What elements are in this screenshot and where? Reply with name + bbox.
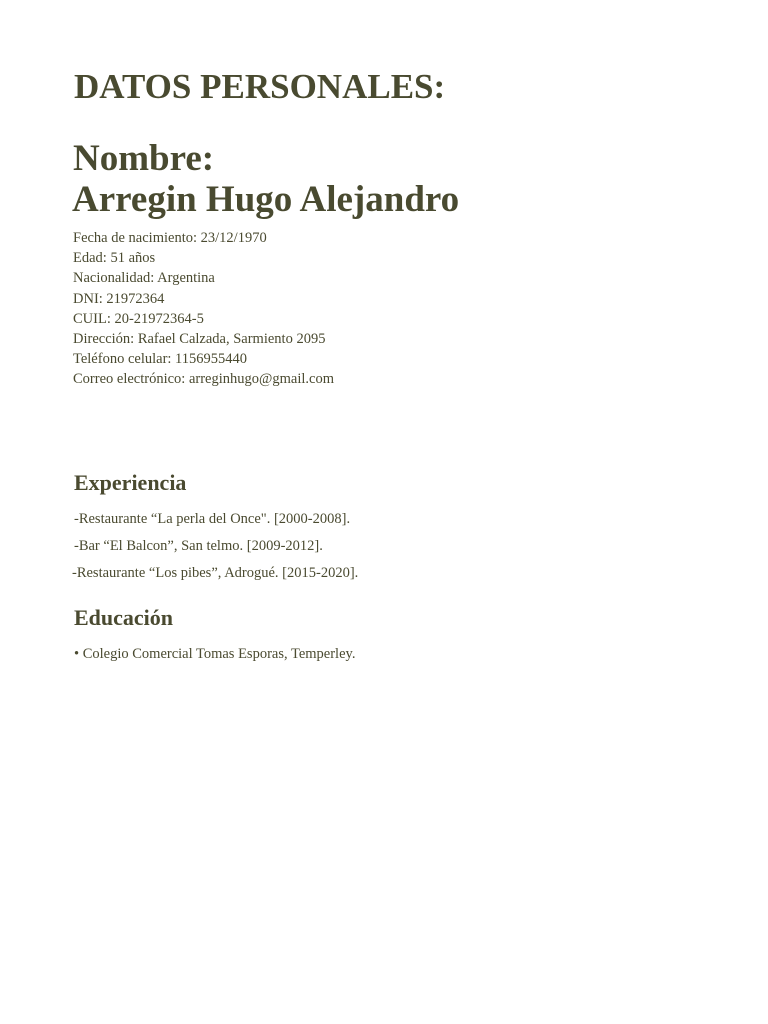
- page-title: DATOS PERSONALES:: [74, 67, 446, 106]
- cuil: CUIL: 20-21972364-5: [73, 310, 204, 327]
- experience-item: -Restaurante “La perla del Once". [2000-2008].: [74, 511, 351, 527]
- dni: DNI: 21972364: [73, 290, 165, 307]
- name-value: Arregin Hugo Alejandro: [72, 179, 460, 220]
- education-item: • Colegio Comercial Tomas Esporas, Temperley.: [74, 646, 356, 662]
- age: Edad: 51 años: [73, 250, 156, 267]
- experience-item: -Restaurante “Los pibes”, Adrogué. [2015-2020].: [72, 565, 359, 581]
- address: Dirección: Rafael Calzada, Sarmiento 2095: [73, 330, 326, 347]
- experience-heading: Experiencia: [74, 470, 187, 495]
- personal-info-list: [73, 228, 334, 390]
- education-heading: Educación: [74, 605, 174, 630]
- mobile-phone: Teléfono celular: 1156955440: [73, 351, 248, 368]
- experience-item: -Bar “El Balcon”, San telmo. [2009-2012].: [74, 538, 323, 554]
- name-label: Nombre:: [73, 138, 215, 179]
- birth-date: Fecha de nacimiento: 23/12/1970: [73, 230, 267, 246]
- nationality: Nacionalidad: Argentina: [73, 270, 215, 287]
- email: Correo electrónico: arreginhugo@gmail.com: [73, 371, 334, 388]
